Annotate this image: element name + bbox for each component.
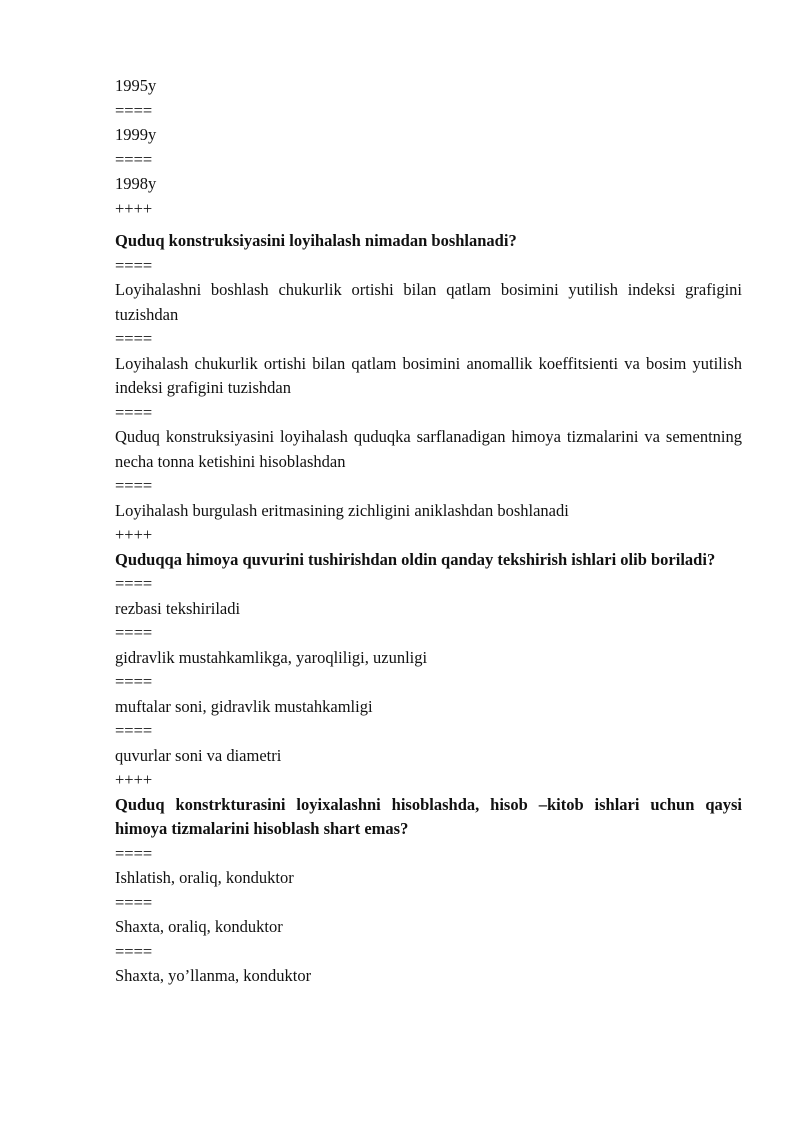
answer-option: Shaxta, yo’llanma, konduktor <box>115 966 312 985</box>
question-3: Quduq konstrkturasini loyixalashni hisoblashda, hisob –kitob ishlari uchun qaysi himoya tizmalarini hisoblash shart emas? <box>115 794 742 838</box>
answer-option: quvurlar soni va diametri <box>115 745 282 765</box>
separator: ==== <box>115 402 153 422</box>
separator: ==== <box>115 843 153 863</box>
separator: ==== <box>115 941 153 961</box>
answer-option: Shaxta, oraliq, konduktor <box>115 917 283 936</box>
answer-option: Loyihalashni boshlash chukurlik ortishi bilan qatlam bosimini yutilish indeksi grafigini tuzishdan <box>115 280 742 324</box>
separator: ==== <box>115 100 153 120</box>
separator: ==== <box>115 623 153 642</box>
answer-option: Quduq konstruksiyasini loyihalash quduqka sarflanadigan himoya tizmalarini va sementning necha tonna ketishini hisoblashdan <box>115 427 742 471</box>
end-marker: ++++ <box>115 198 153 218</box>
separator: ==== <box>115 892 153 912</box>
answer-option: muftalar soni, gidravlik mustahkamligi <box>115 696 373 716</box>
answer-option: Loyihalash chukurlik ortishi bilan qatlam bosimini anomallik koeffitsienti va bosim yutilish indeksi grafigini tuzishdan <box>115 353 742 397</box>
answer-option: gidravlik mustahkamlikga, yaroqliligi, uzunligi <box>115 647 428 667</box>
answer-option: Ishlatish, oraliq, konduktor <box>115 868 294 887</box>
end-marker: ++++ <box>115 770 153 789</box>
answer-option: rezbasi tekshiriladi <box>115 598 241 618</box>
question-1: Quduq konstruksiyasini loyihalash nimadan boshlanadi? <box>115 231 517 250</box>
separator: ==== <box>115 672 153 691</box>
question-2: Quduqqa himoya quvurini tushirishdan oldin qanday tekshirish ishlari olib boriladi? <box>115 549 716 569</box>
separator: ==== <box>115 476 153 495</box>
answer-text: 1999y <box>115 125 157 144</box>
end-marker: ++++ <box>115 525 153 544</box>
answer-text: 1998y <box>115 174 157 193</box>
separator: ==== <box>115 255 153 275</box>
separator: ==== <box>115 149 153 169</box>
separator: ==== <box>115 574 153 593</box>
answer-option: Loyihalash burgulash eritmasining zichligini aniklashdan boshlanadi <box>115 500 569 520</box>
separator: ==== <box>115 721 153 740</box>
separator: ==== <box>115 329 153 348</box>
document-page <box>115 74 742 989</box>
answer-text: 1995y <box>115 76 157 95</box>
